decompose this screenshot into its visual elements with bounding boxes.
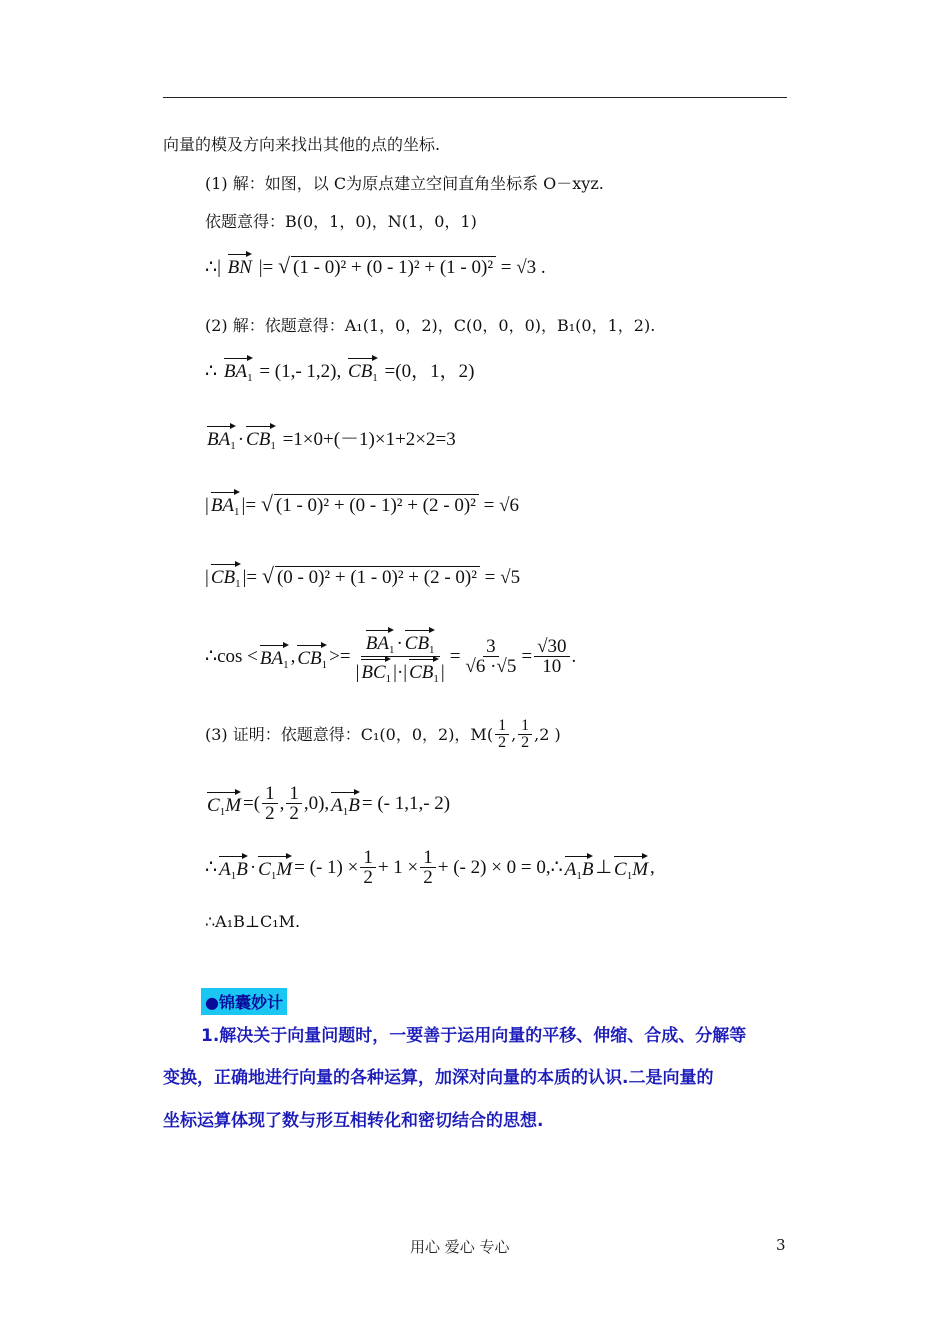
result-sqrt3: = √3 .	[500, 257, 546, 278]
vector-ba1: $BA_1$	[224, 356, 253, 384]
vec-label: BA	[259, 647, 284, 669]
cos-fraction-result	[534, 637, 569, 676]
part1-heading: (1) 解：如图，以 C为原点建立空间直角坐标系 O－xyz.	[205, 174, 604, 193]
vector-cb1: $CB_1$	[211, 562, 241, 590]
ba1-value: = (1,- 1,2),	[259, 361, 342, 382]
vec-label: BA	[223, 361, 248, 382]
sqrt-sign: √	[260, 491, 273, 516]
part2-dot-product: $BA_1 \cdot CB_1 =1\times 0+(-1)\times 1+2\times 2=3$	[205, 424, 456, 452]
sqrt-sign: √	[277, 253, 291, 278]
frac-den: 2	[289, 803, 299, 824]
frac-num: √30	[534, 637, 569, 657]
result-sqrt5: = √5	[484, 567, 521, 588]
vector-ba1: $BA_1$	[211, 490, 240, 518]
frac-den: 2	[265, 803, 275, 824]
vec-label: CB	[246, 429, 271, 450]
vector-cb1: $CB_1$	[246, 424, 276, 452]
frac-num: 1	[518, 718, 532, 735]
cb1-value: =(0，1，2)	[384, 361, 475, 382]
part2-cosine: ∴cos < $BA_1$ , $CB_1$ >= $\frac{BA_1 \cdot CB_1}{| BC_1 |\cdot| CB_1 |}$ = $\frac{3}{√6 \cdot√5}$ = $\frac{√30}{10}$ .	[205, 628, 576, 685]
intro-line: 向量的模及方向来找出其他的点的坐标.	[163, 135, 441, 154]
vector-c1m: $C_1M$	[614, 854, 648, 882]
vec-label: CB	[404, 633, 430, 654]
therefore-symbol: ∴	[205, 361, 218, 382]
part1-points: 依题意得：B(0，1，0)，N(1，0，1)	[205, 212, 477, 231]
vector-c1m: $C_1M$	[207, 790, 241, 818]
frac-den: 10	[542, 656, 562, 677]
dot-a: = (- 1) ×	[294, 857, 359, 878]
radicand-cb1: (0 - 0)² + (1 - 0)² + (2 - 0)²	[275, 566, 480, 587]
vec-label: BC	[361, 662, 386, 683]
result-sqrt6: = √6	[483, 495, 520, 516]
cos-eq: >=	[329, 646, 351, 667]
frac-den: 2	[423, 867, 433, 888]
abs-eq: |=	[258, 257, 274, 278]
frac-den: 2	[363, 867, 373, 888]
cos-fraction-numeric	[462, 637, 519, 676]
part1-bn-length	[205, 252, 546, 277]
tips-line-2: 变换，正确地进行向量的各种运算，加深对向量的本质的认识.二是向量的	[163, 1068, 714, 1088]
frac-den: 2	[521, 734, 530, 751]
vec-label: CB	[297, 647, 322, 669]
frac-den: √6 ·√5	[465, 656, 517, 677]
frac-den: 2	[498, 734, 507, 751]
dot-b: + 1 ×	[377, 857, 419, 878]
vec-label: CB	[409, 662, 434, 683]
vector-ba1: $BA_1$	[260, 643, 289, 671]
vector-ba1: $BA_1$	[207, 424, 236, 452]
vector-bn: BN	[228, 252, 252, 277]
cos-prefix: ∴cos <	[205, 646, 258, 667]
vector-c1m: $C_1M$	[258, 854, 292, 882]
vector-a1b: $A_1B$	[219, 854, 248, 882]
vec-label: BA	[210, 495, 235, 516]
part2-heading: (2) 解：依题意得：A₁(1，0，2)，C(0，0，0)，B₁(0，1，2).	[205, 316, 656, 335]
tips-badge: ●锦囊妙计	[201, 988, 287, 1015]
page-number: 3	[776, 1236, 786, 1254]
frac-num: 1	[495, 718, 509, 735]
vector-cb1: $CB_1$	[348, 356, 378, 384]
frac-num: 1	[360, 848, 376, 868]
vec-label: BA	[207, 429, 231, 450]
frac-num: 1	[420, 848, 436, 868]
part3-conclusion: ∴A₁B⊥C₁M.	[205, 912, 301, 931]
c1m-open: =(	[243, 793, 261, 814]
part3-dot-product: ∴ $A_1B$ · $C_1M$ = (- 1) × $\frac{1}{2}$ + 1 × $\frac{1}{2}$ + (- 2) × 0 = 0,∴ $A_1B$ ⊥ $C_1M$ ,	[205, 847, 655, 888]
frac-num: 3	[483, 637, 499, 657]
footer-slogan: 用心 爱心 专心	[410, 1238, 510, 1256]
part3-heading: (3) 证明：依题意得：C₁(0，0，2)，M( $\frac{1}{2}$ , $\frac{1}{2}$ ,2 )	[205, 717, 561, 751]
part2-vectors	[205, 356, 474, 384]
frac-num: 1	[262, 784, 278, 804]
vector-a1b: $A_1B$	[565, 854, 594, 882]
part2-cb1-length: | $CB_1$ |= √ (0 - 0)² + (1 - 0)² + (2 - 0)² = √5	[205, 563, 521, 590]
sqrt-sign: √	[261, 563, 274, 588]
vec-label: CB	[210, 567, 236, 588]
frac-num: 1	[286, 784, 302, 804]
therefore-abs: ∴|	[205, 257, 221, 278]
part3-vectors: $C_1M$ =( $\frac{1}{2}$ , $\frac{1}{2}$ ,0), $A_1B$ = (- 1,1,- 2)	[207, 783, 451, 824]
tips-line-1: 1.解决关于向量问题时，一要善于运用向量的平移、伸缩、合成、分解等	[201, 1026, 747, 1046]
part2-ba1-length: | $BA_1$ |= √ (1 - 0)² + (0 - 1)² + (2 - 0)² = √6	[205, 491, 520, 518]
therefore-symbol: ∴	[205, 857, 218, 878]
c1m-close: ,0),	[303, 793, 330, 814]
vector-cb1: $CB_1$	[297, 643, 327, 671]
header-rule	[163, 97, 787, 98]
a1b-value: = (- 1,1,- 2)	[361, 793, 451, 814]
radicand-ba1: (1 - 0)² + (0 - 1)² + (2 - 0)²	[274, 494, 479, 515]
dot-product-value: =1×0+(－1)×1+2×2=3	[282, 429, 456, 450]
part3-text: (3) 证明：依题意得：C₁(0，0，2)，M(	[205, 724, 494, 744]
radicand-bn: (1 - 0)² + (0 - 1)² + (1 - 0)²	[291, 256, 496, 277]
vector-a1b: $A_1B$	[331, 790, 360, 818]
vec-label: BA	[365, 633, 389, 654]
tips-line-3: 坐标运算体现了数与形互相转化和密切结合的思想.	[163, 1111, 544, 1131]
vec-label: CB	[348, 361, 373, 382]
cos-fraction-vectors: $\frac{BA_1 \cdot CB_1}{| BC_1 |\cdot| CB_1 |}$	[353, 628, 448, 685]
dot-c: + (- 2) × 0 = 0,∴	[437, 857, 563, 878]
